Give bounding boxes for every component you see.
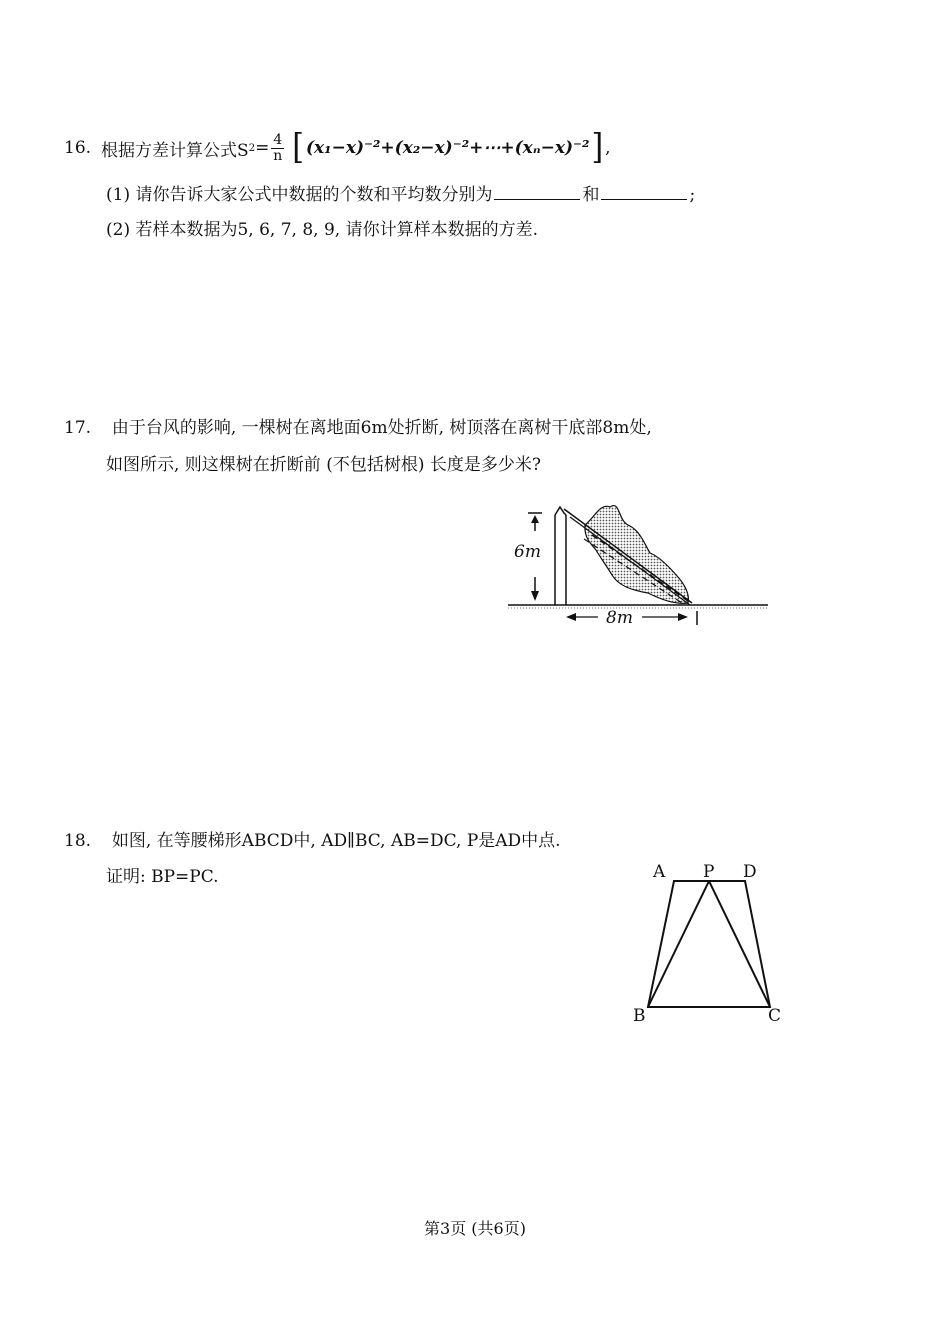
distance-arrowhead-left bbox=[566, 613, 576, 621]
trapezoid-abcd bbox=[648, 881, 770, 1007]
distance-label: 8m bbox=[606, 608, 633, 628]
q17-tree-figure bbox=[500, 495, 775, 630]
segment-pc bbox=[709, 881, 770, 1007]
q16-part1-end: ; bbox=[689, 185, 696, 205]
height-arrowhead-up bbox=[531, 515, 539, 523]
label-p: P bbox=[703, 862, 715, 882]
fallen-trunk-1 bbox=[564, 509, 692, 603]
label-d: D bbox=[743, 862, 757, 882]
q16-fraction bbox=[271, 133, 284, 164]
q16-part1-text: (1) 请你告诉大家公式中数据的个数和平均数分别为 bbox=[106, 185, 493, 205]
q17-number: 17. bbox=[64, 418, 92, 438]
q16-left-bracket: [ bbox=[292, 127, 304, 168]
q16-end-comma: , bbox=[605, 138, 611, 158]
q17-line1-text: 由于台风的影响, 一棵树在离地面6m处折断, 树顶落在离树干底部8m处, bbox=[111, 418, 652, 438]
q16-part1-and: 和 bbox=[582, 185, 600, 205]
q17-line1 bbox=[64, 413, 652, 438]
q16-frac-numerator: 4 bbox=[273, 131, 283, 148]
q16-right-bracket: ] bbox=[591, 127, 604, 168]
q18-line2: 证明: BP=PC. bbox=[106, 867, 219, 887]
q16-frac-denominator: n bbox=[273, 147, 283, 164]
q16-blank-count[interactable] bbox=[494, 185, 580, 200]
q16-number: 16. bbox=[64, 138, 92, 158]
q16-equals: = bbox=[255, 138, 270, 158]
q18-trapezoid-figure bbox=[625, 855, 795, 1030]
q18-number: 18. bbox=[64, 831, 92, 851]
label-b: B bbox=[633, 1006, 646, 1026]
q16-intro: 根据方差计算公式S bbox=[101, 140, 249, 161]
label-a: A bbox=[653, 862, 666, 882]
q17-line2: 如图所示, 则这棵树在折断前 (不包括树根) 长度是多少米? bbox=[106, 455, 541, 475]
height-label: 6m bbox=[514, 542, 541, 562]
page-footer: 第3页 (共6页) bbox=[424, 1219, 526, 1238]
q16-formula-body: (x₁−x)⁻²+(x₂−x)⁻²+⋯+(xₙ−x)⁻² bbox=[305, 138, 590, 158]
q16-blank-mean[interactable] bbox=[601, 185, 687, 200]
label-c: C bbox=[768, 1006, 782, 1026]
q16-formula-line bbox=[64, 128, 611, 168]
q16-square: 2 bbox=[248, 142, 256, 154]
q16-part1 bbox=[106, 180, 695, 205]
segment-bp bbox=[648, 881, 709, 1007]
q18-line1-text: 如图, 在等腰梯形ABCD中, AD∥BC, AB=DC, P是AD中点. bbox=[111, 831, 561, 851]
q16-part2: (2) 若样本数据为5, 6, 7, 8, 9, 请你计算样本数据的方差. bbox=[106, 220, 539, 240]
height-arrowhead-down bbox=[531, 591, 539, 601]
break-top bbox=[555, 507, 566, 515]
distance-arrowhead-right bbox=[678, 613, 688, 621]
q18-line1 bbox=[64, 826, 561, 851]
